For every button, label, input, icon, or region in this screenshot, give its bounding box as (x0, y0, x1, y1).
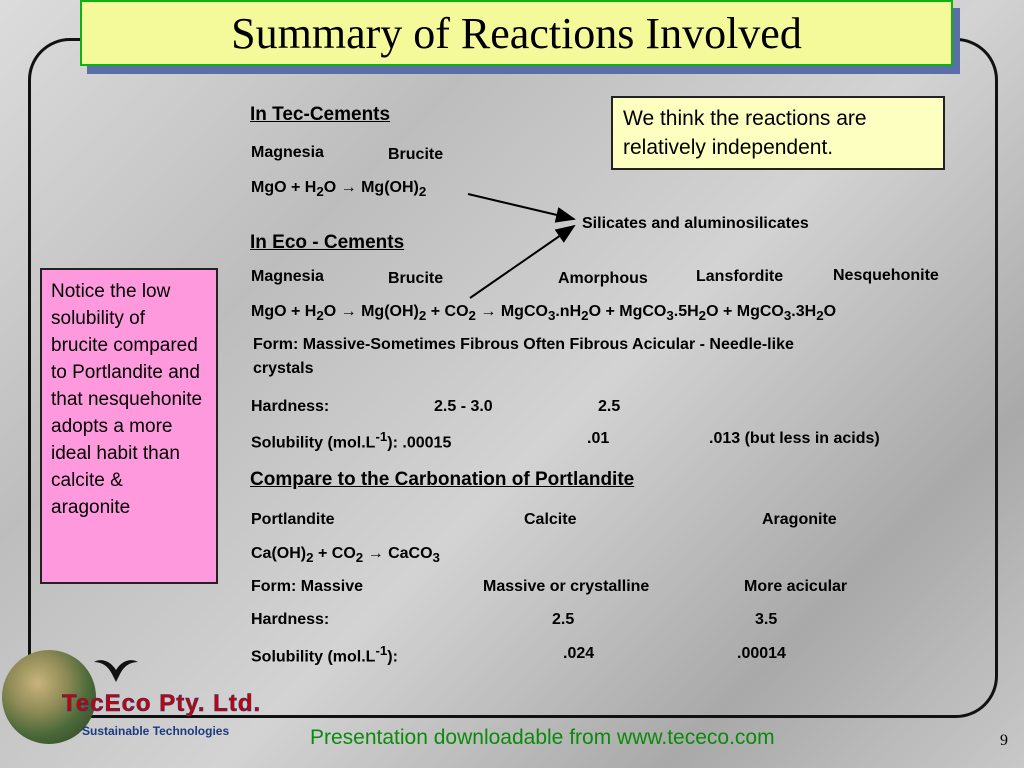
eco-hardness-1: 2.5 - 3.0 (434, 398, 493, 415)
eco-solubility: Solubility $(mol.L^{-1})$: .00015 (251, 429, 452, 452)
portlandite-form-3: More acicular (744, 578, 848, 595)
portlandite-label: Portlandite (251, 511, 335, 528)
eco-hardness-label: Hardness: (251, 398, 330, 415)
arrow-tec-to-silicates (468, 194, 574, 219)
tec-magnesia-label: Magnesia (251, 144, 324, 161)
eco-solubility-3: .013 (but less in acids) (709, 430, 880, 447)
eco-solubility-2: .01 (587, 430, 610, 447)
calcite-label: Calcite (524, 511, 577, 528)
tec-equation: MgO + $H_2O \to Mg(OH)_2$ (251, 179, 427, 200)
portlandite-hardness-2: 3.5 (755, 611, 778, 628)
portlandite-hardness-1: 2.5 (552, 611, 575, 628)
portlandite-form-label: Form: Massive (251, 578, 364, 595)
portlandite-hardness-label: Hardness: (251, 611, 330, 628)
portlandite-heading: Compare to the Carbonation of Portlandite (250, 469, 635, 490)
eco-equation: MgO + $H_2O \to Mg(OH)_2 + CO_2$ → $MgCO_3.nH_2O$ + $MgCO_3.5H_2O$ + $MgCO_3.3H_2O$ (251, 303, 837, 324)
portlandite-solubility-1: .024 (563, 645, 595, 662)
lansfordite-label: Lansfordite (696, 268, 784, 285)
nesquehonite-label: Nesquehonite (833, 267, 939, 284)
silicates-label: Silicates and aluminosilicates (582, 215, 809, 232)
logo-tagline: Sustainable Technologies (82, 724, 230, 738)
aragonite-label: Aragonite (762, 511, 837, 528)
side-note-box: Notice the low solubility of brucite compared to Portlandite and that nesquehonite adopts a more ideal habit than calcite & aragonite (40, 268, 218, 584)
amorphous-label: Amorphous (558, 270, 648, 287)
page-number: 9 (1000, 732, 1008, 749)
tec-cements-heading: In Tec-Cements (250, 104, 391, 125)
portlandite-equation: $Ca(OH)_2 + CO_2$ → CaCO$_3$ (251, 545, 440, 566)
eco-form-line1: Form: Massive-Sometimes Fibrous Often Fibrous Acicular - Needle-like (253, 336, 794, 353)
note-box: We think the reactions are relatively independent. (611, 96, 945, 170)
bird-icon (92, 652, 140, 688)
footer-text: Presentation downloadable from www.tececo.com (310, 726, 775, 749)
portlandite-form-2: Massive or crystalline (483, 578, 650, 595)
eco-cements-heading: In Eco - Cements (250, 232, 405, 253)
portlandite-solubility-2: .00014 (737, 645, 786, 662)
tec-brucite-label: Brucite (388, 146, 444, 163)
eco-magnesia-label: Magnesia (251, 268, 324, 285)
eco-brucite-label: Brucite (388, 270, 444, 287)
logo-name: TecEco Pty. Ltd. (62, 690, 262, 717)
slide-title: Summary of Reactions Involved (231, 8, 802, 58)
eco-hardness-2: 2.5 (598, 398, 621, 415)
eco-form-line2: crystals (253, 360, 314, 377)
portlandite-solubility: Solubility $(mol.L^{-1})$: (251, 643, 398, 666)
